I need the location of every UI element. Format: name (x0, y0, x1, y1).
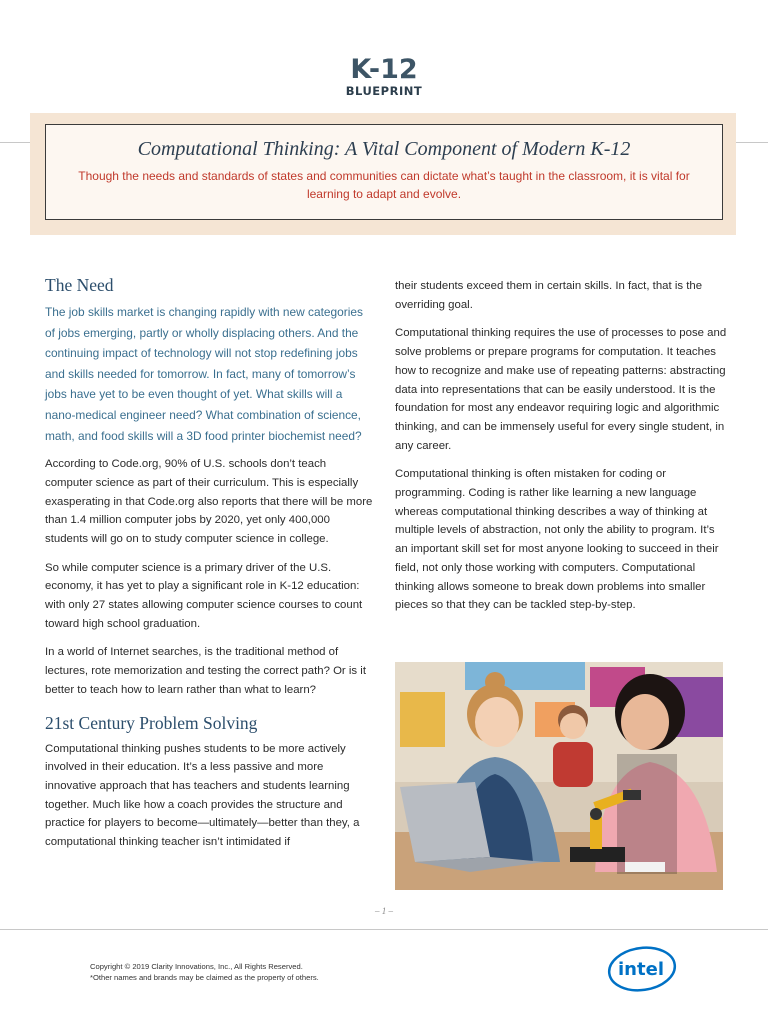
heading-21st-century: 21st Century Problem Solving (45, 712, 258, 733)
intel-logo-icon (606, 944, 678, 994)
paragraph-internet: In a world of Internet searches, is the traditional method of lectures, rote memorization and testing the correct path? Or is it better to teach how to learn rather than what to learn? (45, 646, 366, 696)
students-robotics-photo (395, 662, 723, 890)
paragraph-code-org: According to Code.org, 90% of U.S. schools don’t teach computer science as part of their curriculum. This is especially exasperating in that Code.org also reports that there will be more than 1.4 million computer jobs by 2020, yet only 400,000 students will go on to study computer science in college. (45, 458, 373, 545)
lead-paragraph: The job skills market is changing rapidly with new categories of jobs emerging, partly or wholly displacing others. And the continuing impact of technology will not stop redefining jobs and skills needed for tomorrow. In fact, many of tomorrow’s jobs have yet to be even thought of yet. What skills will a nano-medical engineer need? What combination of science, math, and food skills will a 3D food printer biochemist need? (45, 305, 363, 443)
copyright-notice (90, 961, 319, 983)
copyright-line: Copyright © 2019 Clarity Innovations, Inc., All Rights Reserved. (90, 962, 303, 971)
right-column (395, 277, 730, 625)
title-box (45, 124, 723, 220)
paragraph-problem-solving: Computational thinking pushes students to be more actively involved in their education. It’s a less passive and more innovative approach that has teachers and students learning together. Much like how a coach provides the structure and practice for players to become—ultimately—better than they, a computational thinking teacher isn’t intimidated if (45, 742, 360, 849)
left-column (45, 274, 373, 862)
header-divider-left (0, 142, 30, 143)
page-number: – 1 – (375, 906, 393, 916)
logo-sub-text: BLUEPRINT (345, 84, 423, 98)
trademark-line: *Other names and brands may be claimed as the property of others. (90, 973, 319, 982)
footer-divider (0, 929, 768, 930)
k12-blueprint-logo (0, 56, 768, 98)
page-title: Computational Thinking: A Vital Component of Modern K-12 (137, 138, 631, 160)
paragraph-continued: their students exceed them in certain skills. In fact, that is the overriding goal. (395, 280, 703, 311)
intel-logo (606, 944, 678, 994)
header-divider-right (736, 142, 768, 143)
paragraph-economy: So while computer science is a primary driver of the U.S. economy, it has yet to play a significant role in K-12 education: with only 27 states allowing computer science courses to count toward high school graduation. (45, 561, 363, 630)
paragraph-processes: Computational thinking requires the use of processes to pose and solve problems or prepare programs for computation. It teaches how to recognize and make use of repeating patterns: abstracting data into representations that can be easily understood. It is the foundation for most any endeavor requiring logic and algorithmic thinking, and can be immensely useful for every single student, in any career. (395, 327, 727, 452)
page-subtitle: Though the needs and standards of states and communities can dictate what’s taught in the classroom, it is vital for learning to adapt and evolve. (78, 169, 690, 201)
intel-logo-text: intel (618, 959, 664, 980)
paragraph-coding: Computational thinking is often mistaken for coding or programming. Coding is rather like learning a new language whereas computational thinking describes a way of thinking at multiple levels of abstraction, not only the ability to program. It’s an important skill set for most anyone looking to succeed in their field, not only those working with computers. Computational thinking allows someone to break down problems into smaller pieces so that they can be tackled step-by-step. (395, 468, 719, 612)
classroom-illustration (395, 662, 723, 890)
logo-main-text: K-12 (350, 54, 418, 85)
heading-the-need: The Need (45, 275, 114, 295)
